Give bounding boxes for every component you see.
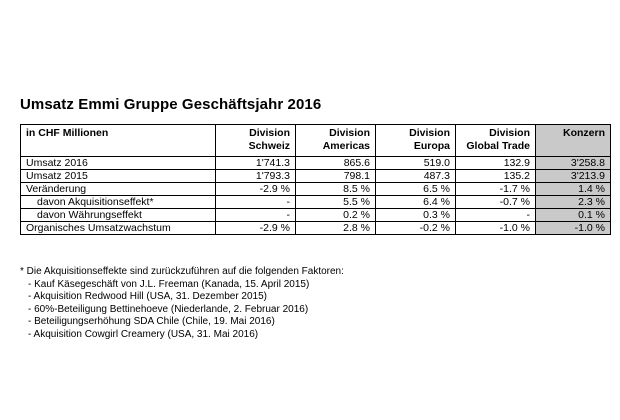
cell-konzern: -1.0 % (536, 222, 611, 235)
table-row (21, 196, 611, 209)
page-title: Umsatz Emmi Gruppe Geschäftsjahr 2016 (20, 96, 322, 113)
cell-schweiz: - (216, 196, 296, 209)
cell-global-trade: -0.7 % (456, 196, 536, 209)
cell-konzern: 3'213.9 (536, 170, 611, 183)
footnote-intro: * Die Akquisitionseffekte sind zurückzuführen auf die folgenden Faktoren: (20, 266, 344, 277)
header-division-global-trade: Division Global Trade (456, 125, 536, 157)
cell-americas: 798.1 (296, 170, 376, 183)
header-konzern: Konzern (536, 125, 611, 157)
cell-global-trade: -1.0 % (456, 222, 536, 235)
cell-europa: 487.3 (376, 170, 456, 183)
table-row (21, 222, 611, 235)
row-label: Umsatz 2015 (21, 170, 216, 183)
cell-schweiz: -2.9 % (216, 183, 296, 196)
cell-schweiz: - (216, 209, 296, 222)
cell-europa: 0.3 % (376, 209, 456, 222)
cell-europa: 6.5 % (376, 183, 456, 196)
cell-schweiz: 1'793.3 (216, 170, 296, 183)
cell-europa: 6.4 % (376, 196, 456, 209)
cell-global-trade: 135.2 (456, 170, 536, 183)
row-label: Umsatz 2016 (21, 157, 216, 170)
cell-americas: 8.5 % (296, 183, 376, 196)
table-row (21, 209, 611, 222)
cell-konzern: 1.4 % (536, 183, 611, 196)
cell-global-trade: -1.7 % (456, 183, 536, 196)
cell-americas: 0.2 % (296, 209, 376, 222)
cell-americas: 865.6 (296, 157, 376, 170)
cell-global-trade: - (456, 209, 536, 222)
row-label: davon Währungseffekt (21, 209, 216, 222)
header-division-europa: Division Europa (376, 125, 456, 157)
cell-schweiz: 1'741.3 (216, 157, 296, 170)
cell-europa: -0.2 % (376, 222, 456, 235)
footnotes (20, 266, 344, 341)
table-header-row (21, 125, 611, 157)
table-row (21, 170, 611, 183)
footnote-item: - Akquisition Cowgirl Creamery (USA, 31. Mai 2016) (28, 328, 259, 340)
row-label: Veränderung (21, 183, 216, 196)
cell-europa: 519.0 (376, 157, 456, 170)
cell-konzern: 3'258.8 (536, 157, 611, 170)
table-row (21, 183, 611, 196)
footnote-item: - 60%-Beteiligung Bettinehoeve (Niederlande, 2. Februar 2016) (28, 303, 309, 315)
cell-americas: 2.8 % (296, 222, 376, 235)
header-division-schweiz: Division Schweiz (216, 125, 296, 157)
revenue-table (20, 124, 611, 235)
footnote-item: - Akquisition Redwood Hill (USA, 31. Dezember 2015) (28, 291, 267, 302)
header-unit-label: in CHF Millionen (21, 125, 216, 157)
cell-schweiz: -2.9 % (216, 222, 296, 235)
footnote-item: - Beteiligungserhöhung SDA Chile (Chile, 19. Mai 2016) (28, 316, 275, 327)
header-division-americas: Division Americas (296, 125, 376, 157)
cell-konzern: 2.3 % (536, 196, 611, 209)
cell-konzern: 0.1 % (536, 209, 611, 222)
footnote-item: - Kauf Käsegeschäft von J.L. Freeman (Kanada, 15. April 2015) (28, 278, 310, 290)
cell-americas: 5.5 % (296, 196, 376, 209)
row-label: Organisches Umsatzwachstum (21, 222, 216, 235)
row-label: davon Akquisitionseffekt* (21, 196, 216, 209)
table-row (21, 157, 611, 170)
cell-global-trade: 132.9 (456, 157, 536, 170)
